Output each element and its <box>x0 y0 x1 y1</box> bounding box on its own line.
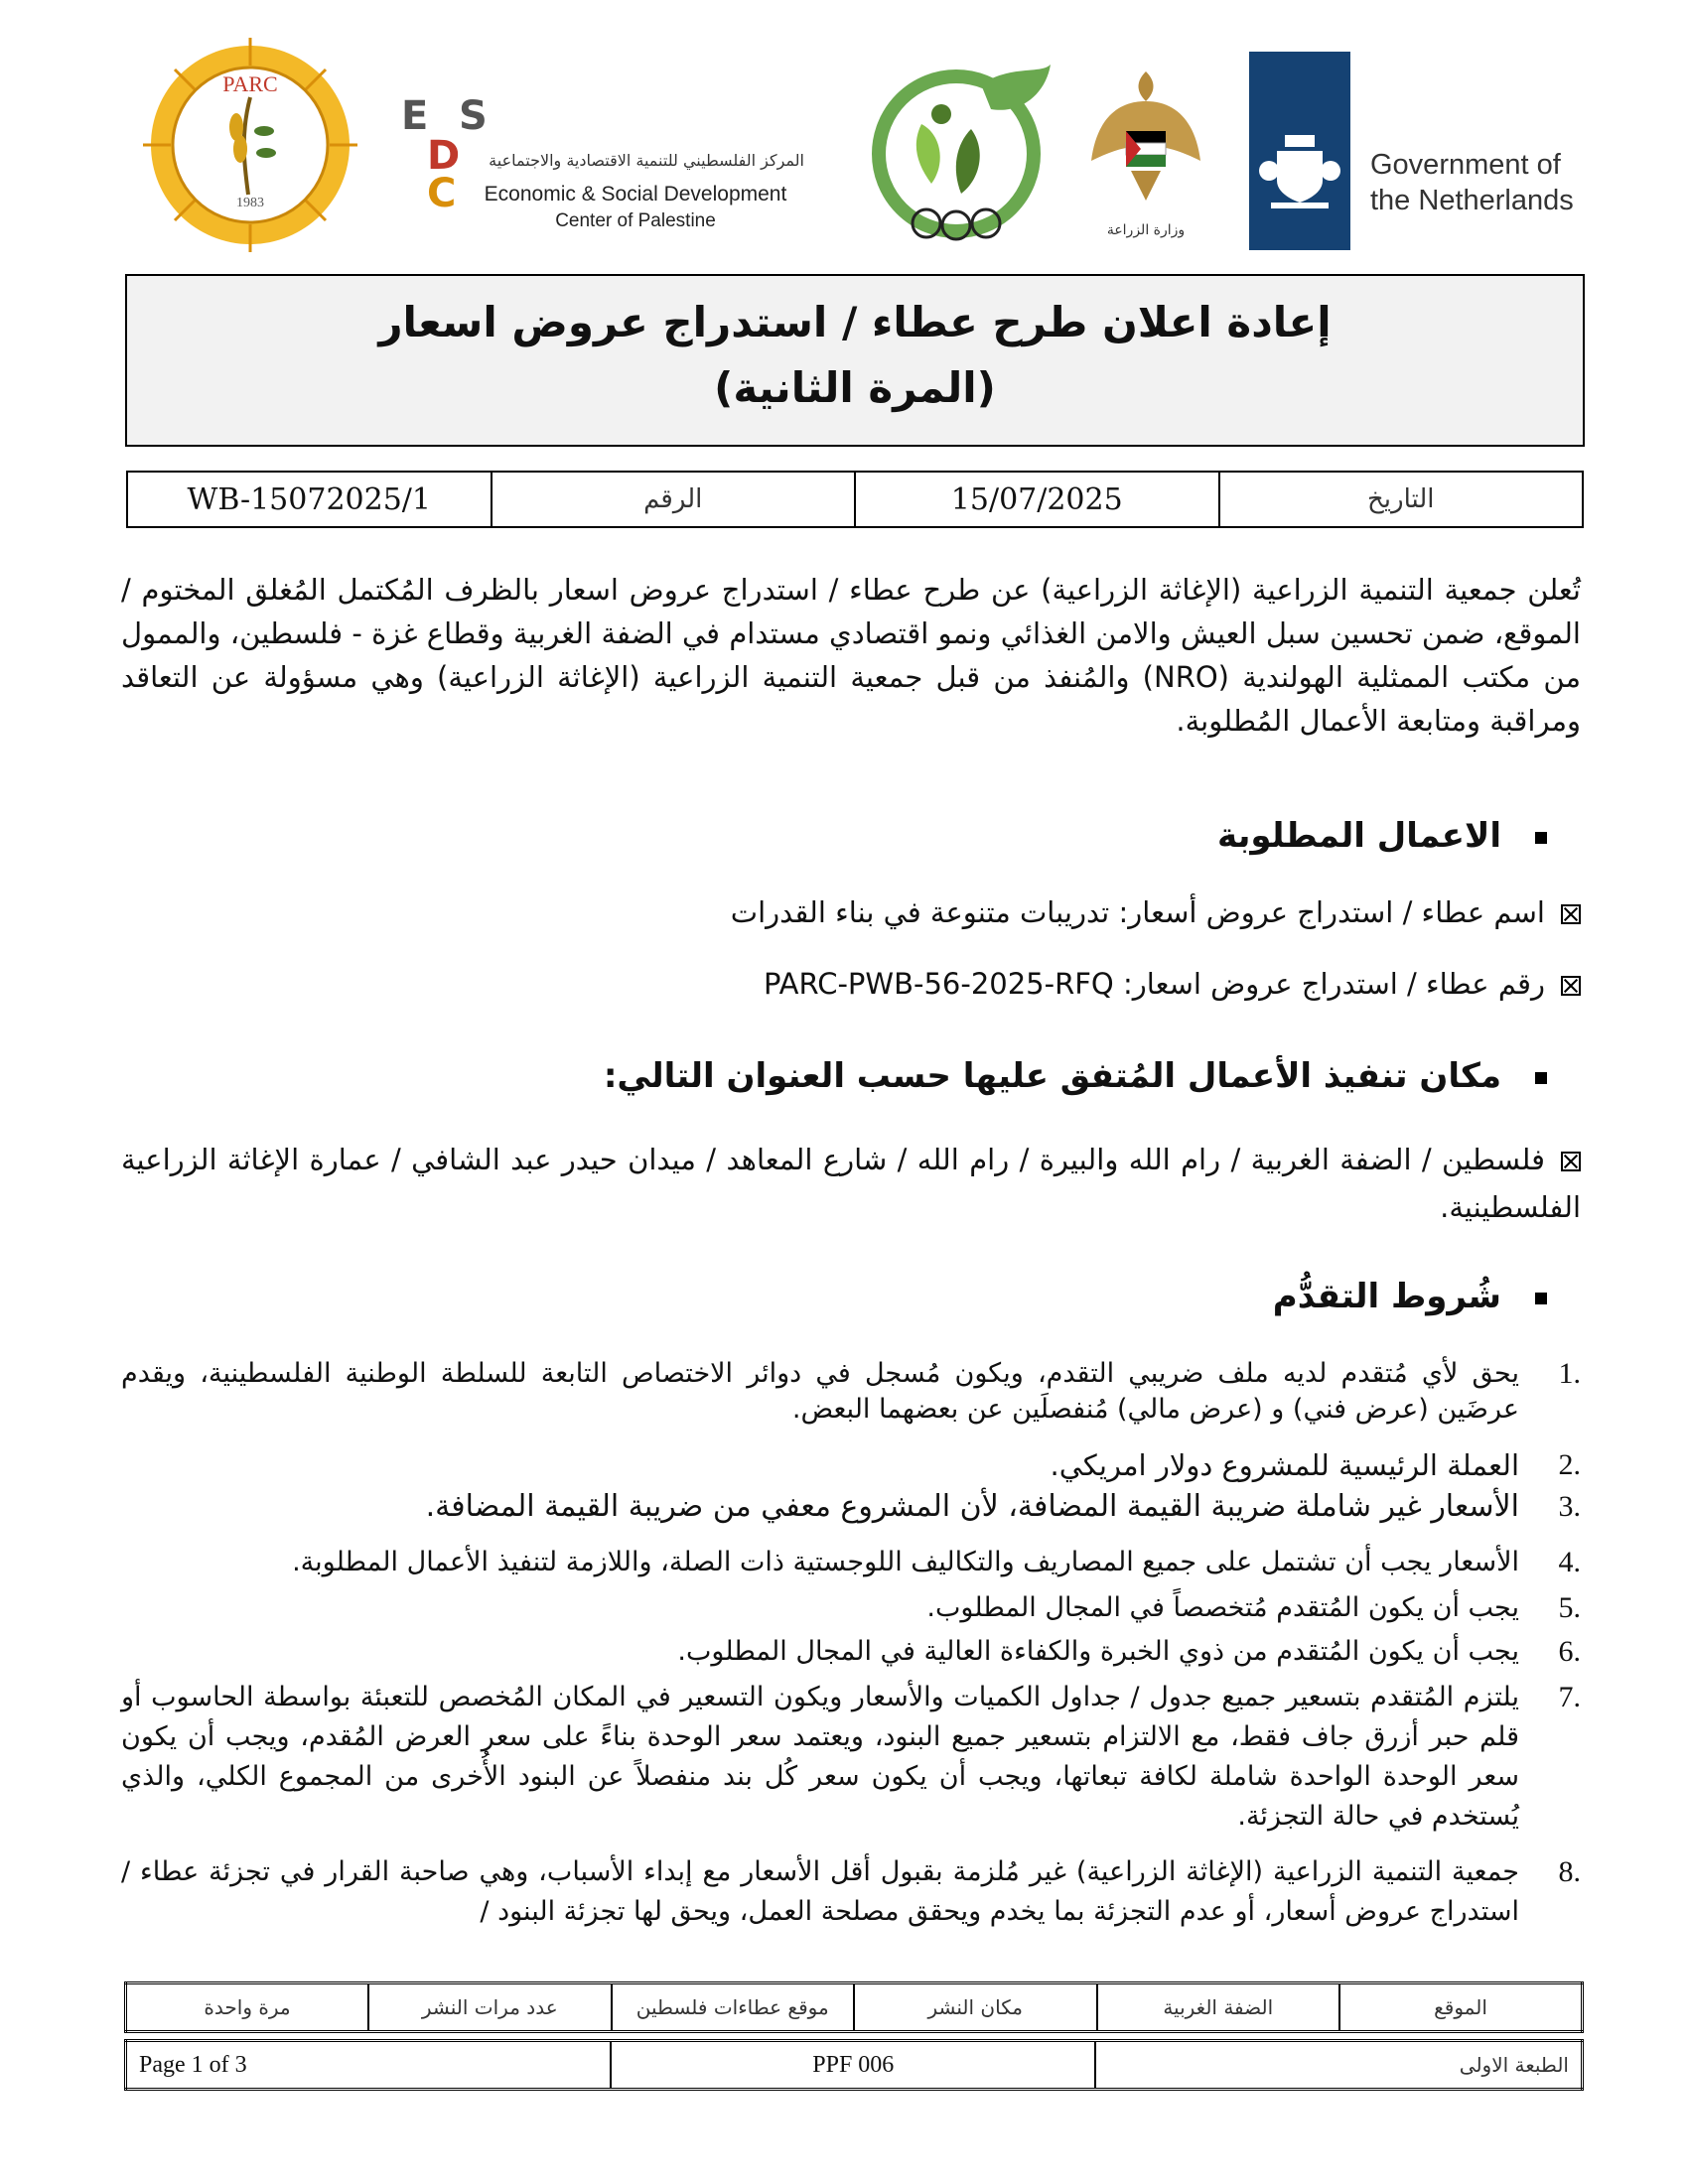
condition-number: 5. <box>1558 1591 1581 1624</box>
page-indicator: Page 1 of 3 <box>126 2041 612 2090</box>
intro-paragraph: تُعلن جمعية التنمية الزراعية (الإغاثة الزراعية) عن طرح عطاء / استدراج عروض اسعار بالظرف المُكتمل المُغلق المختوم / الموقع، ضمن تحسين سبل العيش والامن الغذائي ونمو اقتصادي مستدام في الضفة الغربية وقطاع غزة - فلسطين، والممول من مكتب الممثلية الهولندية (NRO) والمُنفذ من قبل جمعية التنمية الزراعية (الإغاثة الزراعية) وهي مسؤولة عن التعاقد ومراقبة ومتابعة الأعمال المُطلوبة. <box>121 573 1581 738</box>
publication-info-table <box>124 1981 1584 2033</box>
works-section <box>97 816 1547 856</box>
location-value: الضفة الغربية <box>1097 1983 1340 2032</box>
condition-item-8 <box>121 1852 1581 1932</box>
square-bullet-icon <box>1535 1072 1547 1084</box>
condition-text: يحق لأي مُتقدم لديه ملف ضريبي التقدم، ويكون مُسجل في دوائر الاختصاص التابعة للسلطة الوطنية الفلسطينية، ويقدم عرضَين (عرض فني) و (عرض مالي) مُنفصلَين عن بعضهما البعض. <box>121 1358 1519 1425</box>
works-item-name <box>111 895 1581 929</box>
condition-text: الأسعار يجب أن تشتمل على جميع المصاريف والتكاليف اللوجستية ذات الصلة، واللازمة لتنفيذ الأعمال المطلوبة. <box>292 1547 1519 1577</box>
condition-text: يلتزم المُتقدم بتسعير جميع جدول / جداول الكميات والأسعار ويكون التسعير في المكان المُخصص للتعبئة بواسطة الحاسوب أو قلم حبر أزرق جاف فقط، مع الالتزام بتسعير جميع البنود، ويعتمد سعر الوحدة بناءً على سعر العرض المُقدم، ويجب أن يكون سعر الوحدة الواحدة شاملة لكافة تبعاتها، ويجب أن يكون سعر كُل بند منفصلاً عن البنود الأُخرى من المجموع الكلي، والذي يُستخدم في حالة التجزئة. <box>121 1682 1519 1832</box>
conditions-heading <box>97 1277 1547 1316</box>
netherlands-line2: the Netherlands <box>1370 185 1574 216</box>
form-code: PPF 006 <box>611 2041 1095 2090</box>
condition-text: الأسعار غير شاملة ضريبة القيمة المضافة، لأن المشروع معفي من ضريبة القيمة المضافة. <box>425 1489 1519 1524</box>
netherlands-government-label <box>1370 147 1574 218</box>
condition-number: 7. <box>1558 1681 1581 1713</box>
works-heading-text: الاعمال المطلوبة <box>1216 816 1501 856</box>
location-heading-text: مكان تنفيذ الأعمال المُتفق عليها حسب العنوان التالي: <box>603 1056 1501 1096</box>
condition-number: 2. <box>1558 1448 1581 1481</box>
esdc-letters-icon: E D S C <box>401 93 488 216</box>
location-heading <box>97 1056 1547 1096</box>
reference-table <box>126 471 1584 528</box>
title-line1: إعادة اعلان طرح عطاء / استدراج عروض اسعار <box>378 298 1332 346</box>
condition-number: 6. <box>1558 1635 1581 1668</box>
parc-logo-text: PARC <box>222 71 278 96</box>
square-bullet-icon <box>1535 832 1547 844</box>
esdc-arabic-name: المركز الفلسطيني للتنمية الاقتصادية والاجتماعية <box>489 151 804 170</box>
checked-box-icon <box>1561 904 1581 924</box>
works-item-number-text: رقم عطاء / استدراج عروض اسعار: PARC-PWB-56-2025-RFQ <box>764 967 1545 1001</box>
title-line2: (المرة الثانية) <box>714 363 996 412</box>
date-value: 15/07/2025 <box>855 472 1219 527</box>
edition-label: الطبعة الاولى <box>1095 2041 1582 2090</box>
publication-count-value: مرة واحدة <box>126 1983 369 2032</box>
conditions-section <box>97 1277 1547 1316</box>
ministry-caption: وزارة الزراعة <box>1106 222 1186 238</box>
condition-number: 1. <box>1558 1357 1581 1390</box>
condition-text: يجب أن يكون المُتقدم من ذوي الخبرة والكفاءة العالية في المجال المطلوب. <box>677 1636 1519 1667</box>
location-item <box>121 1136 1581 1231</box>
esdc-logo <box>397 93 814 242</box>
location-section <box>97 1056 1547 1096</box>
reference-number-label: الرقم <box>492 472 856 527</box>
condition-text: العملة الرئيسية للمشروع دولار امريكي. <box>1050 1448 1519 1482</box>
condition-item-6 <box>121 1634 1581 1670</box>
location-label: الموقع <box>1339 1983 1583 2032</box>
conditions-heading-text: شُروط التقدُّم <box>1272 1277 1501 1316</box>
square-bullet-icon <box>1535 1293 1547 1304</box>
document-info-table <box>124 2039 1584 2091</box>
parc-logo <box>141 36 359 254</box>
condition-number: 3. <box>1558 1490 1581 1523</box>
condition-text: يجب أن يكون المُتقدم مُتخصصاً في المجال المطلوب. <box>926 1592 1519 1623</box>
date-label: التاريخ <box>1219 472 1584 527</box>
leaf-emblem-icon <box>862 55 1060 253</box>
location-item-text: فلسطين / الضفة الغربية / رام الله والبيرة / رام الله / شارع المعاهد / ميدان حيدر عبد الشافي / عمارة الإغاثة الزراعية الفلسطينية. <box>121 1143 1581 1224</box>
netherlands-emblem <box>1249 52 1350 250</box>
condition-number: 4. <box>1558 1546 1581 1578</box>
netherlands-line1: Government of <box>1370 149 1561 181</box>
ministry-agriculture-logo <box>1086 62 1205 250</box>
condition-item-3 <box>121 1489 1581 1525</box>
esdc-english-line2: Center of Palestine <box>555 210 716 231</box>
reference-number-value: WB-15072025/1 <box>127 472 492 527</box>
eagle-emblem-icon <box>1086 62 1205 220</box>
condition-item-7 <box>121 1678 1581 1837</box>
works-item-name-text: اسم عطاء / استدراج عروض أسعار: تدريبات متنوعة في بناء القدرات <box>730 895 1545 929</box>
leaf-people-logo <box>862 55 1060 253</box>
works-item-number <box>111 967 1581 1001</box>
condition-item-5 <box>121 1590 1581 1626</box>
publication-place-value: موقع عطاءات فلسطين <box>612 1983 855 2032</box>
condition-item-1 <box>121 1356 1581 1428</box>
publication-place-label: مكان النشر <box>854 1983 1097 2032</box>
condition-number: 8. <box>1558 1855 1581 1888</box>
works-heading <box>97 816 1547 856</box>
condition-text: جمعية التنمية الزراعية (الإغاثة الزراعية) غير مُلزمة بقبول أقل الأسعار مع إبداء الأسباب، وهي صاحبة القرار في تجزئة عطاء / استدراج عروض أسعار، أو عدم التجزئة بما يخدم ويحقق مصلحة العمل، ويحق لها تجزئة البنود / <box>121 1856 1519 1927</box>
condition-item-4 <box>121 1545 1581 1580</box>
checked-box-icon <box>1561 976 1581 996</box>
parc-logo-year: 1983 <box>236 196 264 210</box>
parc-sun-emblem <box>141 36 359 254</box>
netherlands-crest-icon <box>1249 52 1350 250</box>
condition-item-2 <box>121 1447 1581 1483</box>
announcement-title-box <box>125 274 1585 447</box>
esdc-english-line1: Economic & Social Development <box>484 183 787 205</box>
checked-box-icon <box>1561 1152 1581 1171</box>
publication-count-label: عدد مرات النشر <box>368 1983 612 2032</box>
